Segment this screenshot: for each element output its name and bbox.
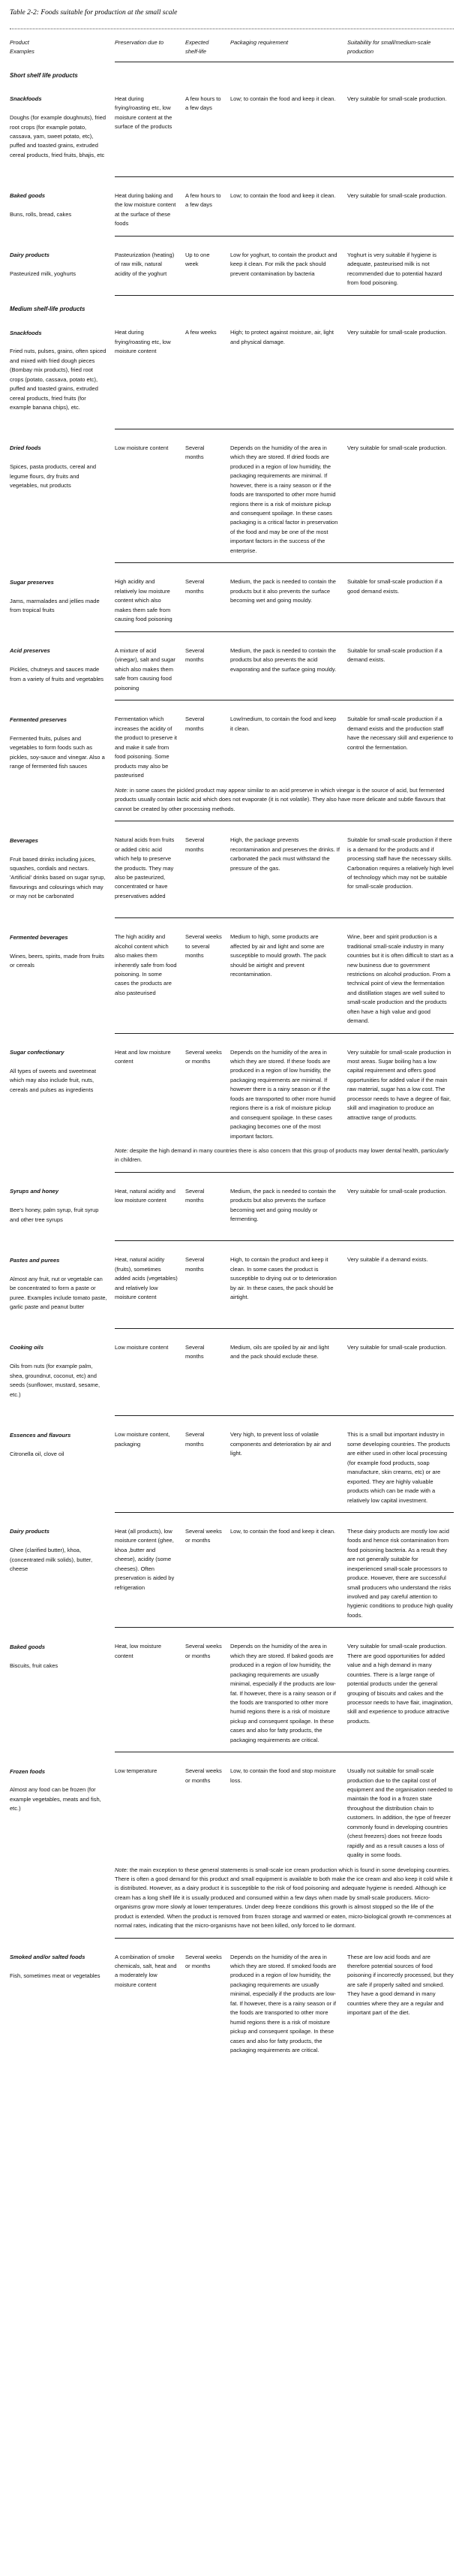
cell-packaging: Low/medium, to contain the food and keep it clean. [230, 716, 337, 732]
cell-suitability: Very suitable for small-scale production. There are good opportunities for added value and a high demand in many countries. There is a large range of potential products under the general grouping of biscuits and cakes and the processor needs to have flair, imagination, skill and experience to produce attractive products. [347, 1643, 453, 1725]
cell-preservation: Heat, natural acidity (fruits), sometimes added acids (vegetables) and relatively low moisture content [115, 1256, 178, 1301]
cell-shelf-life: Several months [185, 646, 205, 664]
note-label: Note: [115, 1866, 128, 1873]
cell-product: Fruit based drinks including juices, squashes, cordials and nectars. 'Artificial' drinks based on sugar syrup, flavourings and colourings which may or may not be carbonated [10, 855, 106, 900]
section-heading: Medium shelf-life products [10, 306, 86, 313]
cell-shelf-life: Several months [185, 1187, 205, 1204]
cell-preservation: Heat (all products), low moisture content (ghee, khoa ,butter and cheese), acidity (some cheeses). Often preservation is aided by refrigeration [115, 1527, 175, 1591]
table-row [10, 563, 454, 632]
column-header-product-line2: Examples [10, 48, 34, 56]
table-row [10, 1329, 454, 1417]
row-group-heading: Baked goods [10, 1643, 46, 1650]
row-group-heading: Syrups and honey [10, 1188, 59, 1195]
cell-suitability: Suitable for small-scale production if a demand exists. [347, 646, 442, 664]
table-row [10, 1241, 454, 1329]
cell-product: Pickles, chutneys and sauces made from a variety of fruits and vegetables [10, 666, 104, 682]
cell-shelf-life: A few hours to a few days [185, 191, 221, 209]
row-group-heading: Pastes and purees [10, 1256, 60, 1264]
row-group-heading: Snackfoods [10, 329, 42, 336]
column-header-product [10, 31, 107, 62]
cell-product: Doughs (for example doughnuts), fried root crops (for example potato, cassava, yam, sweet potato, etc), puffed and toasted grains, extruded cereal products, fried fruits, bhajis, etc [10, 114, 106, 158]
cell-preservation: A combination of smoke chemicals, salt, heat and a moderately low moisture content [115, 1953, 177, 1988]
cell-shelf-life: Several weeks or months [185, 1767, 222, 1784]
cell-suitability: Very suitable for small-scale production. [347, 1187, 447, 1195]
table-row [10, 1939, 454, 2056]
cell-suitability: Very suitable for small-scale production. [347, 95, 447, 102]
cell-suitability: Suitable for small-scale production if a good demand exists. [347, 578, 442, 595]
cell-packaging: Medium, the pack is needed to contain the products but also prevents the surface becoming wet and going mouldy or fermenting. [230, 1187, 336, 1223]
cell-shelf-life: Several months [185, 1256, 205, 1273]
cell-product: Almost any food can be frozen (for example vegetables, meats and fish, etc.) [10, 1786, 101, 1812]
cell-preservation: High acidity and relatively low moisture content which also makes them safe from causing food poisoning [115, 578, 172, 622]
cell-product: Almost any fruit, nut or vegetable can be concentrated to form a paste or puree. Examples include tomato paste, garlic paste and peanut butter [10, 1275, 107, 1311]
table-row [10, 1752, 454, 1938]
cell-shelf-life: Several months [185, 1431, 205, 1448]
table-title: Table 2-2: Foods suitable for production at the small scale [10, 9, 178, 17]
note-text: despite the high demand in many countries there is also concern that this group of products may lower dental health, particularly in children. [115, 1146, 448, 1164]
row-group-heading: Cooking oils [10, 1344, 44, 1351]
column-header-product-line1: Product [10, 38, 29, 46]
cell-product: Fried nuts, pulses, grains, often spiced and mixed with fried dough pieces (Bombay mix products), fried root crops (potato, cassava, potato etc), puffed and toasted grains, extruded cereal products, fried fruits (for example banana chips), etc. [10, 348, 106, 411]
table-row [10, 1034, 454, 1173]
cell-shelf-life: Several weeks or months [185, 1643, 222, 1659]
cell-packaging: High, to contain the product and keep it clean. In some cases the product is susceptible to drying out or to deterioration by air. In these cases, the pack should be airtight. [230, 1256, 337, 1301]
row-note [115, 1866, 454, 1931]
cell-preservation: Heat, natural acidity and low moisture content [115, 1187, 176, 1204]
cell-product: Buns, rolls, bread, cakes [10, 211, 72, 218]
row-group-heading: Essences and flavours [10, 1431, 71, 1439]
cell-preservation: Natural acids from fruits or added citric acid which help to preserve the products. They may also be pasteurized, concentrated or have preservatives added [115, 836, 175, 899]
cell-shelf-life: Several weeks or months [185, 1527, 222, 1544]
cell-packaging: High, the package prevents recontamination and preserves the drinks. If carbonated the pack must withstand the pressure of the gas. [230, 836, 340, 872]
table-section [10, 304, 454, 2055]
row-group-heading: Frozen foods [10, 1767, 46, 1775]
cell-preservation: Low temperature [115, 1767, 158, 1775]
cell-suitability: Very suitable for small-scale production. [347, 1343, 447, 1351]
row-group-heading: Sugar confectionary [10, 1049, 64, 1056]
row-group-heading: Sugar preserves [10, 578, 54, 586]
cell-packaging: Low; to contain the food and keep it clean. [230, 95, 336, 102]
cell-shelf-life: Several months [185, 578, 205, 595]
cell-suitability: Very suitable for small-scale production in most areas. Sugar boiling has a low capital requirement and offers good opportunities for added value if the main raw material, sugar has a low cost. The processor needs to have a degree of flair, skill and imagination to produce an attractive range of products. [347, 1048, 452, 1121]
row-note [115, 1146, 454, 1165]
cell-suitability: These are low acid foods and are therefore potential sources of food poisoning if incorrectly processed, but they are safe if properly salted and smoked. They have a good demand in many countries where they are a regular and important part of the diet. [347, 1953, 454, 2017]
table-row [10, 314, 454, 429]
table-row [10, 1416, 454, 1513]
cell-suitability: Suitable for small-scale production if a demand exists and the production staff have the necessary skill and experience to control the fermentation. [347, 716, 454, 751]
row-separator [115, 295, 454, 296]
cell-preservation: Low moisture content [115, 1343, 169, 1351]
cell-packaging: Depends on the humidity of the area in which they are stored. If these foods are produced in a region of low humidity, the packaging requirements are minimal. If however there is a rainy season or if the foods are transported to other more humid regions there is a risk of moisture pickup and consequent spoilage. In these cases packaging becomes one of the most important factors. [230, 1048, 336, 1140]
cell-shelf-life: Several weeks or months [185, 1953, 222, 1970]
cell-shelf-life: A few weeks [185, 329, 217, 336]
table-row [10, 1173, 454, 1242]
cell-preservation: Fermentation which increases the acidity of the product to preserve it and make it safe from food poisoning. Some products may also be pasteurised [115, 716, 177, 779]
column-header-shelf-life: Expected shelf-life [185, 38, 209, 56]
row-group-heading: Snackfoods [10, 95, 42, 103]
cell-packaging: Very high, to prevent loss of volatile components and deterioration by air and light. [230, 1431, 332, 1457]
cell-packaging: Low for yoghurt, to contain the product and keep it clean. For milk the pack should prevent contamination by bacteria [230, 251, 338, 277]
cell-product: Pasteurized milk, yoghurts [10, 270, 76, 278]
cell-product: Ghee (clarified butter), khoa, (concentrated milk solids), butter, cheese [10, 1547, 93, 1573]
cell-preservation: Heat during frying/roasting etc, low moisture content at the surface of the products [115, 95, 172, 131]
cell-shelf-life: Several months [185, 836, 205, 853]
row-group-heading: Acid preserves [10, 647, 50, 655]
cell-packaging: Depends on the humidity of the area in which they are stored. If dried foods are produced in a region of low humidity, the packaging requirements are minimal. If however, there is a rainy season or if the foods are transported to other more humid regions there is a risk of moisture pickup and consequent spoilage. In these cases packaging is a critical factor in preservation of the food and may be one of the most important factors in the success of the enterprise. [230, 444, 338, 554]
cell-suitability: Very suitable for small-scale production. [347, 329, 447, 336]
row-group-heading: Fermented beverages [10, 933, 68, 941]
table-row [10, 1628, 454, 1752]
cell-packaging: Medium, oils are spoiled by air and light and the pack should exclude these. [230, 1343, 329, 1360]
cell-preservation: Heat, low moisture content [115, 1643, 162, 1659]
cell-preservation: A mixture of acid (vinegar), salt and sugar which also makes them safe from causing food poisoning [115, 646, 176, 691]
note-label: Note: [115, 1146, 128, 1154]
note-text: the main exception to these general statements is small-scale ice cream production which is found in some developing countries. There is often a good demand for this product and small equipment is available to both make the ice cream and also keep it cold while it is distributed. However, as a dairy product it is susceptible to the risk of food poisoning and adequate hygiene is needed. Although ice cream has a long shelf life it is usually produced and consumed within a few days when made by small-scale producers. Micro-organisms grow more slowly at lower temperatures. Under deep freeze conditions this growth is almost stopped so the life of the product is extended. When the product is removed from frozen storage and warmed or eaten, micro-biological growth re-commences at normal rates, indicating that the micro-organisms have not been killed, only forced to lie dormant. [115, 1866, 453, 1930]
cell-packaging: Low, to contain the food and stop moisture loss. [230, 1767, 336, 1784]
table-row [10, 177, 454, 237]
table-body [10, 71, 454, 2056]
cell-product: Fish, sometimes meat or vegetables [10, 1972, 100, 1979]
cell-product: Bee's honey, palm syrup, fruit syrup and other tree syrups [10, 1207, 99, 1223]
cell-product: Biscuits, fruit cakes [10, 1662, 58, 1669]
cell-shelf-life: Several weeks to several months [185, 933, 222, 960]
cell-product: All types of sweets and sweetmeat which may also include fruit, nuts, cereals and pulses as ingredients [10, 1067, 97, 1093]
column-header-packaging: Packaging requirement [230, 38, 289, 46]
row-group-heading: Dairy products [10, 252, 50, 259]
cell-packaging: High; to protect against moisture, air, light and physical damage. [230, 329, 334, 345]
table-section [10, 71, 454, 296]
row-group-heading: Fermented preserves [10, 716, 67, 723]
cell-packaging: Medium, the pack is needed to contain the products but it also prevents the surface becoming wet and going mouldy. [230, 578, 336, 604]
cell-shelf-life: Up to one week [185, 251, 210, 268]
cell-preservation: Heat during frying/roasting etc, low moisture content [115, 329, 171, 355]
table-row [10, 80, 454, 177]
cell-preservation: Low moisture content, packaging [115, 1431, 170, 1448]
cell-shelf-life: Several months [185, 1343, 205, 1360]
cell-product: Fermented fruits, pulses and vegetables to form foods such as pickles, soy-sauce and vinegar. Also a range of fermented fish sauces [10, 734, 105, 770]
section-heading: Short shelf life products [10, 71, 78, 79]
cell-suitability: Wine, beer and spirit production is a traditional small-scale industry in many countries but it is often difficult to start as a new business due to government restrictions on alcohol production. From a technical point of view the fermentation and distillation stages are well suited to small-scale production and the products often have a high value and good demand. [347, 933, 454, 1025]
table-header-row [10, 31, 454, 62]
cell-product: Citronella oil, clove oil [10, 1450, 64, 1457]
cell-preservation: The high acidity and alcohol content which also makes them inherently safe from food poisoning. In some cases the products are also pasteurised [115, 933, 177, 996]
cell-product: Oils from nuts (for example palm, shea, groundnut, coconut, etc) and seeds (sunflower, mustard, sesame, etc.) [10, 1363, 100, 1398]
cell-suitability: Very suitable for small-scale production. [347, 444, 447, 451]
row-group-heading: Dried foods [10, 444, 41, 452]
column-header-preservation: Preservation due to [115, 38, 164, 46]
cell-preservation: Heat and low moisture content [115, 1048, 171, 1065]
cell-suitability: Suitable for small-scale production if there is a demand for the products and if processing staff have the necessary skills. Carbonation requires a relatively high level of technology which may not be suitable for small-scale production. [347, 836, 454, 890]
cell-packaging: Low; to contain the food and keep it clean. [230, 191, 336, 199]
row-note [115, 786, 454, 814]
cell-packaging: Medium, the pack is needed to contain the products but also prevents the acid evaporating and the surface going mouldy. [230, 646, 337, 673]
cell-shelf-life: Several weeks or months [185, 1048, 222, 1065]
cell-suitability: Yoghurt is very suitable if hygiene is adequate, pasteurised milk is not recommended due to potential hazard from food poisoning. [347, 251, 442, 287]
cell-product: Jams, marmalades and jellies made from tropical fruits [10, 597, 100, 613]
cell-product: Spices, pasta products, cereal and legume flours, dry fruits and vegetables, nut products [10, 463, 97, 490]
cell-shelf-life: A few hours to a few days [185, 95, 221, 112]
cell-shelf-life: Several months [185, 716, 205, 732]
cell-product: Wines, beers, spirits, made from fruits or cereals [10, 952, 104, 969]
cell-preservation: Low moisture content [115, 444, 169, 451]
cell-suitability: Very suitable if a demand exists. [347, 1256, 428, 1264]
cell-packaging: Depends on the humidity of the area in which they are stored. If smoked foods are produced in a region of low humidity, the packaging requirements are usually minimal, especially if the products are low-fat. If however, there is a rainy season or if the foods are transported to other more humid regions there is a risk of moisture pickup and consequent spoilage. In these cases and also for fatty products, the packaging requirements are critical. [230, 1953, 337, 2053]
row-group-heading: Dairy products [10, 1528, 50, 1535]
cell-suitability: Very suitable for small-scale production. [347, 191, 447, 199]
note-text: in some cases the pickled product may appear similar to an acid preserve in which vinegar is the source of acid, but fermented products usually contain lactic acid which does not evaporate (it is not volatile). They also have more delicate and subtle flavours that cannot be created by other processing methods. [115, 786, 446, 812]
table-row [10, 632, 454, 701]
cell-preservation: Pasteurization (heating) of raw milk, natural acidity of the yoghurt [115, 251, 175, 277]
cell-packaging: Medium to high, some products are affected by air and light and some are susceptible to mould growth. The pack should be airtight and prevent recontamination. [230, 933, 326, 978]
note-label: Note: [115, 786, 128, 794]
cell-packaging: Low, to contain the food and keep it clean. [230, 1527, 336, 1535]
cell-shelf-life: Several months [185, 444, 205, 461]
column-header-suitability: Suitability for small/medium-scale production [347, 38, 431, 56]
cell-packaging: Depends on the humidity of the area in which they are stored. If baked goods are produced in a region of low humidity, the packaging requirements are usually minimal, especially if the products are low-fat. If however, there is a rainy season or if the foods are transported to other more humid regions there is a risk of moisture pickup and consequent spoilage. In these cases and also for fatty products, the packaging requirements are critical. [230, 1643, 336, 1743]
table-row [10, 1513, 454, 1628]
cell-preservation: Heat during baking and the low moisture content at the surface of these foods [115, 191, 176, 227]
cell-suitability: Usually not suitable for small-scale production due to the capital cost of equipment and the organisation needed to maintain the food in a frozen state throughout the distribution chain to customers. In addition, the type of freezer commonly found in developing countries (chest freezers) does not freeze foods rapidly and as a result causes a loss of quality in some foods. [347, 1767, 453, 1859]
row-group-heading: Smoked and/or salted foods [10, 1954, 86, 1961]
table-row [10, 237, 454, 296]
cell-suitability: This is a small but important industry in some developing countries. The products are either used in other local processing (for example food products, soap manufacture, skin creams, etc) or are exported. They are highly valuable products which can be made with a relatively low capital investment. [347, 1431, 451, 1504]
row-group-heading: Baked goods [10, 192, 46, 200]
table-row [10, 700, 454, 821]
table-row [10, 918, 454, 1033]
table-row [10, 821, 454, 918]
row-group-heading: Beverages [10, 836, 38, 844]
table-row [10, 429, 454, 563]
cell-suitability: These dairy products are mostly low acid foods and hence risk contamination from food poisoning bacteria. As a result they are not generally suitable for inexperienced small-scale processors to produce. However, there are successful small producers who understand the risks involved and pay careful attention to hygienic conditions to produce high quality foods. [347, 1527, 453, 1619]
